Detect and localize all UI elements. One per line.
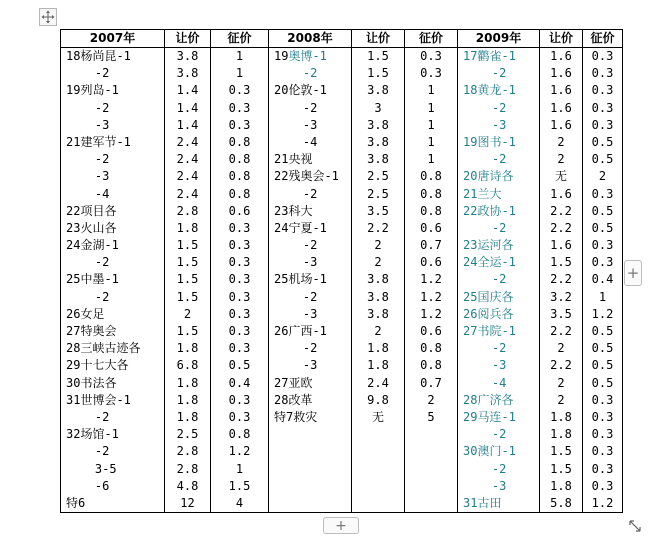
table-cell[interactable]: 0.5	[591, 341, 614, 356]
table-cell[interactable]: 0.5	[228, 358, 251, 373]
table-cell[interactable]: 1.2	[420, 306, 442, 321]
resize-icon	[628, 519, 642, 533]
table-cell[interactable]: 2.5	[176, 427, 199, 442]
table-cell[interactable]: 3.8	[367, 83, 389, 98]
table-cell[interactable]: 24宁夏-1	[274, 220, 327, 235]
table-cell[interactable]: 2	[183, 306, 192, 321]
table-cell[interactable]: 1.2	[591, 495, 614, 510]
table-cell[interactable]: 1.8	[176, 375, 199, 390]
table-cell[interactable]: 22政协-1	[463, 203, 516, 218]
table-cell[interactable]: 2	[557, 341, 565, 356]
table-cell[interactable]: 31世博会-1	[66, 392, 131, 407]
table-cell[interactable]: -2	[463, 461, 507, 476]
table-cell[interactable]: 2.4	[176, 152, 199, 167]
table-cell[interactable]: 21兰大	[463, 186, 502, 201]
table-cell[interactable]: 1.6	[550, 49, 572, 63]
table-cell[interactable]: 0.5	[591, 134, 614, 149]
table-cell[interactable]: -2	[274, 341, 318, 356]
table-cell[interactable]: 2.8	[176, 444, 199, 459]
table-cell[interactable]: 0.5	[591, 152, 614, 167]
table-cell[interactable]: 1.8	[367, 358, 389, 373]
table-cell[interactable]: 2	[374, 238, 382, 253]
table-cell[interactable]: 2.4	[176, 134, 199, 149]
table-cell[interactable]: 2	[374, 324, 382, 338]
table-cell[interactable]: 1	[235, 461, 244, 476]
table-cell[interactable]: -6	[66, 478, 110, 493]
table-cell[interactable]: 1	[427, 83, 435, 98]
table-cell[interactable]: 0.3	[591, 392, 614, 407]
table-cell[interactable]: 1.4	[176, 83, 199, 98]
table-cell[interactable]: 18黄龙-1	[463, 83, 516, 98]
table-cell[interactable]: 2.4	[176, 186, 199, 201]
table-cell[interactable]: 28改革	[274, 392, 313, 407]
table-cell[interactable]: 1.5	[550, 461, 572, 476]
table-cell[interactable]: -3	[463, 117, 507, 132]
table-cell[interactable]	[405, 495, 457, 512]
table-cell[interactable]: -2	[66, 152, 110, 167]
table-cell[interactable]: 1.5	[550, 255, 572, 270]
table-cell[interactable]: 0.3	[591, 255, 614, 270]
header-2009-request-price: 征价	[583, 30, 623, 48]
table-cell[interactable]: 1.5	[176, 255, 199, 270]
table-cell[interactable]	[405, 478, 457, 495]
table-cell[interactable]: 0.8	[420, 358, 442, 373]
table-cell[interactable]	[352, 495, 404, 512]
table-cell[interactable]: 0.5	[591, 358, 614, 373]
table-cell[interactable]: 1.6	[550, 66, 572, 81]
table-cell[interactable]: 2	[557, 152, 565, 167]
table-cell[interactable]: 0.3	[591, 444, 614, 459]
col-2008-names[interactable]	[269, 48, 352, 513]
table-cell[interactable]: 20伦敦-1	[274, 83, 327, 98]
table-cell[interactable]: 0.3	[228, 255, 251, 270]
table-cell[interactable]: 2.2	[550, 358, 572, 373]
table-cell[interactable]: 1	[427, 117, 435, 132]
table-cell[interactable]: 0.6	[420, 324, 442, 338]
table-cell[interactable]: 2	[557, 134, 565, 149]
table-cell[interactable]: 12	[180, 495, 195, 510]
header-2009-year: 2009年	[458, 30, 540, 48]
table-cell[interactable]: 0.4	[228, 375, 251, 390]
table-cell[interactable]: 9.8	[367, 392, 389, 407]
table-cell[interactable]	[269, 478, 351, 495]
table-cell[interactable]: 3.5	[550, 306, 572, 321]
table-cell[interactable]: 0.3	[591, 49, 614, 63]
table-cell[interactable]	[352, 461, 404, 478]
table-cell[interactable]: 0.8	[228, 169, 251, 184]
table-cell[interactable]: 0.3	[228, 272, 251, 287]
table-cell[interactable]	[405, 426, 457, 443]
add-column-button[interactable]: +	[624, 260, 642, 286]
table-cell[interactable]: 26女足	[66, 306, 105, 321]
table-cell[interactable]: 2.5	[367, 186, 389, 201]
table-cell[interactable]: 2	[557, 375, 565, 390]
col-2008-offer[interactable]	[352, 48, 405, 513]
table-cell[interactable]: -2	[274, 100, 318, 115]
table-cell[interactable]: 0.6	[420, 255, 442, 270]
table-cell[interactable]	[405, 461, 457, 478]
table-cell[interactable]: 22残奥会-1	[274, 169, 339, 184]
table-cell[interactable]	[269, 443, 351, 460]
table-cell[interactable]: 0.5	[591, 375, 614, 390]
table-cell[interactable]: -2	[463, 152, 507, 167]
table-cell[interactable]: -2	[463, 220, 507, 235]
table-cell[interactable]: 20唐诗各	[463, 169, 514, 184]
table-cell[interactable]: 1.8	[550, 427, 572, 442]
table-cell[interactable]: 0.7	[420, 375, 442, 390]
table-cell[interactable]: 1.6	[550, 117, 572, 132]
table-cell[interactable]: -4	[66, 186, 110, 201]
issue-number: 19	[274, 49, 289, 63]
table-cell[interactable]: 特6	[66, 495, 86, 510]
table-cell[interactable]: 1.5	[228, 478, 251, 493]
table-cell[interactable]: -2	[66, 444, 110, 459]
table-cell[interactable]: 2	[374, 255, 382, 270]
table-cell[interactable]: 2.8	[176, 461, 199, 476]
table-cell[interactable]: 25国庆各	[463, 289, 514, 304]
table-cell[interactable]: 1.5	[176, 289, 199, 304]
data-row	[61, 48, 623, 513]
table-cell[interactable]: 28三峡古迹各	[66, 341, 141, 356]
header-2009-offer-price: 让价	[540, 30, 583, 48]
table-cell[interactable]: 1	[598, 289, 607, 304]
table-cell[interactable]: 0.8	[228, 427, 251, 442]
table-move-handle[interactable]	[39, 8, 57, 26]
table-cell[interactable]: -4	[274, 134, 318, 149]
table-cell[interactable]: -4	[463, 375, 507, 390]
move-handle-icon	[41, 10, 55, 24]
table-cell[interactable]: 2.5	[367, 169, 389, 184]
table-cell[interactable]: 0.8	[420, 169, 442, 184]
table-cell[interactable]: 21央视	[274, 152, 313, 167]
table-cell[interactable]: 0.3	[228, 289, 251, 304]
table-cell[interactable]: 0.3	[591, 238, 614, 253]
table-cell[interactable]: 25中墨-1	[66, 272, 119, 287]
table-cell[interactable]: -3	[463, 358, 507, 373]
table-container	[60, 29, 623, 513]
table-cell[interactable]	[269, 461, 351, 478]
table-cell[interactable]: 3.8	[367, 117, 389, 132]
table-cell[interactable]: 3.2	[550, 289, 572, 304]
table-cell[interactable]: 3.8	[176, 49, 199, 63]
add-row-button[interactable]: +	[323, 517, 359, 534]
table-cell[interactable]: 0.3	[591, 117, 614, 132]
table-cell[interactable]: 1.8	[550, 478, 572, 493]
table-cell[interactable]: 23火山各	[66, 220, 117, 235]
table-cell[interactable]: 2.4	[176, 169, 199, 184]
col-2007-request[interactable]	[211, 48, 269, 513]
table-cell[interactable]: 0.3	[228, 220, 251, 235]
table-cell[interactable]: 1.6	[550, 238, 572, 253]
table-cell[interactable]: 0.3	[591, 100, 614, 115]
table-cell[interactable]: 1.4	[176, 117, 199, 132]
table-cell[interactable]: 1.6	[550, 186, 572, 201]
table-cell[interactable]: 1.5	[550, 444, 572, 459]
table-cell[interactable]: 3-5	[66, 461, 117, 476]
table-cell[interactable]: 2	[598, 169, 607, 184]
col-2007-offer[interactable]	[165, 48, 211, 513]
table-cell[interactable]: 0.7	[420, 238, 442, 253]
header-row	[61, 30, 623, 48]
table-cell[interactable]: 1.8	[176, 392, 199, 407]
table-cell[interactable]: 23运河各	[463, 238, 514, 253]
table-cell[interactable]: 0.3	[591, 409, 614, 424]
table-cell[interactable]: 1.2	[420, 289, 442, 304]
table-cell[interactable]: 26阅兵各	[463, 306, 514, 321]
table-cell[interactable]: -2	[66, 255, 110, 270]
table-cell[interactable]: 3.8	[367, 272, 389, 287]
header-2007-request-price: 征价	[211, 30, 269, 48]
table-cell[interactable]: 0.3	[420, 66, 442, 81]
table-cell[interactable]: 1.5	[176, 272, 199, 287]
table-cell[interactable]: 28广济各	[463, 392, 514, 407]
table-cell[interactable]: -2	[463, 341, 507, 356]
table-cell[interactable]: 23科大	[274, 203, 313, 218]
table-cell[interactable]: 1.5	[176, 324, 199, 338]
table-cell[interactable]: 0.8	[420, 341, 442, 356]
header-2008-offer-price: 让价	[352, 30, 405, 48]
table-cell[interactable]: 19列岛-1	[66, 83, 119, 98]
table-cell[interactable]: 18杨尚昆-1	[66, 49, 131, 63]
table-cell[interactable]: 0.5	[591, 220, 614, 235]
header-2007-year: 2007年	[61, 30, 165, 48]
table-cell[interactable]: 0.6	[420, 220, 442, 235]
table-cell[interactable]: 1.2	[591, 306, 614, 321]
table-cell[interactable]: 1.5	[367, 49, 389, 63]
table-cell[interactable]	[269, 495, 351, 512]
table-cell[interactable]: 2.2	[550, 272, 572, 287]
table-cell[interactable]: 1.5	[176, 238, 199, 253]
table-cell[interactable]: 0.8	[228, 186, 251, 201]
table-cell[interactable]: 2	[557, 392, 565, 407]
table-cell[interactable]: 2.2	[550, 324, 572, 338]
table-cell[interactable]: 1.8	[550, 409, 572, 424]
table-cell[interactable]: 0.3	[591, 427, 614, 442]
table-cell[interactable]: -3	[274, 255, 318, 270]
table-cell[interactable]: 0.3	[591, 83, 614, 98]
col-2008-request[interactable]	[405, 48, 458, 513]
table-cell[interactable]	[352, 426, 404, 443]
table-cell[interactable]: 29马连-1	[463, 409, 516, 424]
table-cell[interactable]: 4.8	[176, 478, 199, 493]
table-cell[interactable]: -2	[66, 289, 110, 304]
table-cell[interactable]: 3.8	[367, 289, 389, 304]
table-cell[interactable]: 0.3	[228, 306, 251, 321]
table-cell[interactable]: 0.3	[228, 238, 251, 253]
table-cell[interactable]: 29十七大各	[66, 358, 129, 373]
table-cell[interactable]: 19图书-1	[463, 134, 516, 149]
table-cell[interactable]: 特7救灾	[274, 409, 318, 424]
table-cell[interactable]: -2	[66, 409, 110, 424]
table-cell[interactable]: 1	[427, 152, 435, 167]
issue-name: 奥博-1	[288, 49, 327, 63]
table-cell[interactable]: 0.3	[228, 341, 251, 356]
table-cell[interactable]: 27特奥会	[66, 324, 117, 338]
table-cell[interactable]: 1.4	[176, 100, 199, 115]
table-cell[interactable]: 0.8	[420, 203, 442, 218]
table-cell[interactable]: -2	[463, 427, 507, 442]
table-cell[interactable]: 17鹳雀-1	[463, 49, 516, 63]
stamp-price-table	[60, 29, 623, 513]
table-cell[interactable]: 5	[427, 409, 435, 424]
table-cell[interactable]: 24全运-1	[463, 255, 516, 270]
table-cell[interactable]: 0.3	[228, 324, 251, 338]
table-cell[interactable]: 2.2	[367, 220, 389, 235]
table-cell[interactable]: 0.8	[420, 186, 442, 201]
table-cell[interactable]: 0.6	[228, 203, 251, 218]
table-cell[interactable]: 1.8	[176, 220, 199, 235]
table-cell[interactable]: 无	[554, 169, 567, 184]
table-cell[interactable]: 1.5	[367, 66, 389, 81]
table-cell[interactable]: 1.6	[550, 83, 572, 98]
table-cell[interactable]: 3.5	[367, 203, 389, 218]
table-cell[interactable]: -2	[274, 186, 318, 201]
table-cell[interactable]: 1.2	[420, 272, 442, 287]
table-cell[interactable]: -3	[463, 478, 507, 493]
table-cell[interactable]: 1.2	[228, 444, 251, 459]
table-cell[interactable]	[269, 426, 351, 443]
table-cell[interactable]: 0.3	[591, 478, 614, 493]
table-cell[interactable]: 1	[235, 66, 244, 81]
table-cell[interactable]: 0.5	[591, 324, 614, 338]
table-cell[interactable]: 31古田	[463, 495, 502, 510]
table-cell[interactable]: 27亚欧	[274, 375, 313, 390]
table-cell[interactable]: 0.3	[228, 409, 251, 424]
table-cell[interactable]: -2	[274, 289, 318, 304]
table-resize-handle[interactable]	[627, 518, 643, 534]
table-cell[interactable]: 3.8	[367, 306, 389, 321]
table-cell[interactable]: 0.8	[228, 152, 251, 167]
table-cell[interactable]: 0.3	[591, 186, 614, 201]
table-cell[interactable]: -3	[274, 117, 318, 132]
table-cell[interactable]: 32场馆-1	[66, 427, 119, 442]
header-2008-request-price: 征价	[405, 30, 458, 48]
col-2009-request[interactable]	[583, 48, 623, 513]
table-cell[interactable]: 25机场-1	[274, 272, 327, 287]
table-cell[interactable]: -3	[66, 169, 110, 184]
table-cell[interactable]: 4	[235, 495, 244, 510]
table-cell[interactable]: 1	[427, 134, 435, 149]
table-cell[interactable]: -2	[463, 272, 507, 287]
table-cell[interactable]: 无	[371, 409, 384, 424]
table-cell[interactable]	[269, 48, 351, 65]
table-cell[interactable]: 3	[374, 100, 382, 115]
table-cell[interactable]: 24金湖-1	[66, 238, 119, 253]
table-cell[interactable]: 1.8	[176, 341, 199, 356]
table-cell[interactable]: 3.8	[367, 134, 389, 149]
table-cell[interactable]: -3	[274, 306, 318, 321]
table-cell[interactable]: -3	[274, 358, 318, 373]
table-cell[interactable]: 30澳门-1	[463, 444, 516, 459]
table-cell[interactable]: 6.8	[176, 358, 199, 373]
table-cell[interactable]: 3.8	[176, 66, 199, 81]
table-cell[interactable]: -2	[274, 238, 318, 253]
table-cell[interactable]	[352, 443, 404, 460]
table-cell[interactable]: 2.2	[550, 220, 572, 235]
table-cell[interactable]: 0.3	[228, 392, 251, 407]
table-cell[interactable]: 22项目各	[66, 203, 117, 218]
table-cell[interactable]: 0.8	[228, 134, 251, 149]
table-cell[interactable]: -2	[274, 66, 318, 81]
header-2008-year: 2008年	[269, 30, 352, 48]
table-cell[interactable]: 21建军节-1	[66, 134, 131, 149]
table-cell[interactable]	[405, 443, 457, 460]
table-cell[interactable]: 2.8	[176, 203, 199, 218]
table-cell[interactable]: -3	[66, 117, 110, 132]
table-cell[interactable]: 30书法各	[66, 375, 117, 390]
table-cell[interactable]: -2	[66, 66, 110, 81]
table-cell[interactable]: 0.3	[591, 66, 614, 81]
table-cell[interactable]: -2	[463, 100, 507, 115]
table-cell[interactable]: 5.8	[550, 495, 572, 510]
col-2009-offer[interactable]	[540, 48, 583, 513]
col-2009-names[interactable]	[458, 48, 540, 513]
table-cell[interactable]: 2.2	[550, 203, 572, 218]
col-2007-names[interactable]	[61, 48, 165, 513]
table-cell[interactable]	[352, 478, 404, 495]
table-cell[interactable]: 0.3	[228, 83, 251, 98]
table-cell[interactable]: -2	[463, 66, 507, 81]
table-cell[interactable]: -2	[66, 100, 110, 115]
table-cell[interactable]: 0.3	[228, 100, 251, 115]
table-cell[interactable]: 1.8	[367, 341, 389, 356]
table-cell[interactable]: 1	[235, 49, 244, 63]
table-cell[interactable]: 0.3	[420, 49, 442, 63]
table-cell[interactable]: 0.5	[591, 203, 614, 218]
table-cell[interactable]: 0.3	[591, 461, 614, 476]
table-cell[interactable]: 1.6	[550, 100, 572, 115]
table-cell[interactable]: 2	[427, 392, 435, 407]
table-cell[interactable]: 2.4	[367, 375, 389, 390]
table-cell[interactable]: 27书院-1	[463, 324, 516, 338]
table-cell[interactable]: 26广西-1	[274, 324, 327, 338]
table-cell[interactable]: 1.8	[176, 409, 199, 424]
table-cell[interactable]: 0.3	[228, 117, 251, 132]
table-cell[interactable]: 1	[427, 100, 435, 115]
table-cell[interactable]: 0.4	[591, 272, 614, 287]
header-2007-offer-price: 让价	[165, 30, 211, 48]
table-cell[interactable]: 3.8	[367, 152, 389, 167]
